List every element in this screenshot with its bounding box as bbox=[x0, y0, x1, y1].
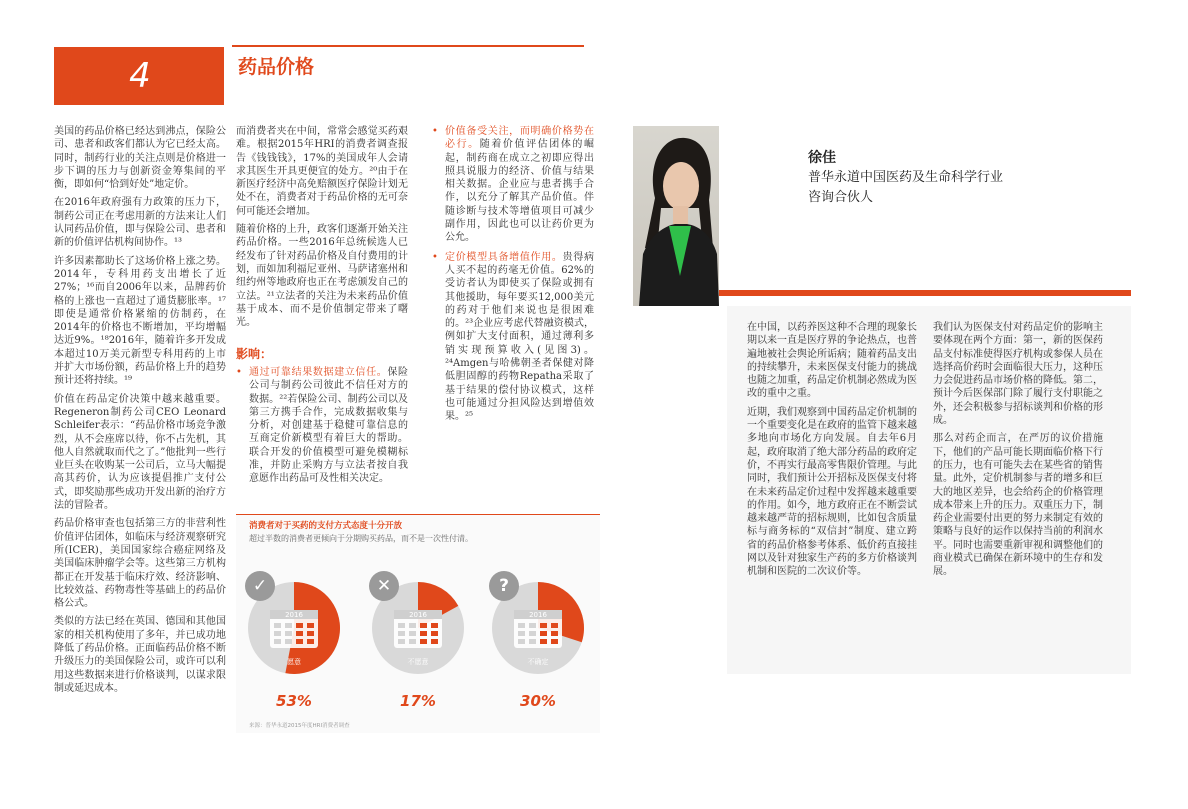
paragraph: 美国的药品价格已经达到沸点，保险公司、患者和政客们都认为它已经太高。同时，制药行业的关注点则是价格进一步下调的压力与创新资金筹集间的平衡，即如何“恰到好处”地定价。 bbox=[54, 126, 226, 191]
bullet-text: 随着价值评估团体的崛起，制药商在成立之初即应得出照具说服力的经济、价值与结果相关数据。企业应与患者携手合作，以充分了解其产品价值。伴随诊断与技术等增值项目可减少副作用，因此也可以让药价更为公允。 bbox=[445, 139, 594, 244]
column-5 bbox=[933, 321, 1103, 584]
impact-heading: 影响： bbox=[236, 347, 273, 361]
bullet-icon: • bbox=[432, 251, 438, 263]
calendar-cell bbox=[274, 631, 281, 636]
percent-label: 17% bbox=[400, 692, 436, 710]
paragraph: 那么对药企而言，在严厉的议价措施下，他们的产品可能长期面临价格下行的压力，也有可能失去在某些省的销售量。此外，定价机制参与者的增多和巨大的地区差异，也会给药企的价格管理成本带来上升的压力。双重压力下，制药企业需要付出更的努力来制定有效的策略与良好的运作以保持当前的利润水平。同时也需要重新审视和调整他们的商业模式已确保在新环境中的生存和发展。 bbox=[933, 433, 1103, 578]
calendar-cell bbox=[540, 639, 547, 644]
calendar-cell bbox=[409, 631, 416, 636]
column-2 bbox=[236, 125, 408, 334]
calendar-cell bbox=[285, 623, 292, 628]
paragraph: 在中国，以药养医这种不合理的现象长期以来一直是医疗界的争论热点，也普遍地被社会舆论所诟病；随着药品支出的持续攀升，未来医保支付能力的挑战也随之加重，药品定价机制必然成为医改的重中之重。 bbox=[747, 322, 917, 400]
calendar-cell bbox=[540, 623, 547, 628]
calendar-cell bbox=[420, 639, 427, 644]
bullet-icon: • bbox=[236, 367, 242, 378]
portrait-figure bbox=[633, 126, 719, 306]
category-label: 愿意 bbox=[287, 658, 301, 666]
calendar-cell bbox=[420, 623, 427, 628]
calendar-cell bbox=[274, 639, 281, 644]
calendar-cell bbox=[307, 639, 314, 644]
calendar-cell bbox=[518, 639, 525, 644]
calendar-cell bbox=[307, 631, 314, 636]
bullet-lead: 价值备受关注，而明确价格势在必行。 bbox=[445, 126, 594, 151]
header-rule bbox=[232, 45, 584, 47]
paragraph: 价值在药品定价决策中越来越重要。Regeneron制药公司CEO Leonard Schleifer表示：“药品价格市场竞争激烈，从不会座席以待，你不占先机，其他人自然就取而代之了。”他批判一些行业巨头在收购某一公司后，立马大幅提高其药价，认为应该提倡推广支付公式，即奖励那些成功开发出新的治疗方法的冒险者。 bbox=[54, 393, 226, 512]
calendar-cell bbox=[551, 623, 558, 628]
payment-attitude-chart bbox=[236, 548, 600, 718]
section-title: 药品价格 bbox=[238, 56, 315, 78]
calendar-cell bbox=[518, 623, 525, 628]
infographic-subtitle: 超过半数的消费者更倾向于分期购买药品，而不是一次性付清。 bbox=[249, 534, 473, 543]
calendar-cell bbox=[540, 631, 547, 636]
bullet-icon: • bbox=[432, 126, 438, 137]
column-3 bbox=[432, 125, 594, 424]
calendar-cell bbox=[398, 623, 405, 628]
calendar-cell bbox=[307, 623, 314, 628]
calendar-cell bbox=[529, 623, 536, 628]
calendar-cell bbox=[398, 631, 405, 636]
calendar-cell bbox=[431, 631, 438, 636]
paragraph: 许多因素都助长了这场价格上涨之势。2014年，专科用药支出增长了近27%；¹⁶而自2006年以来，品牌药价格的上涨也一直超过了通货膨胀率。¹⁷即使是通常价格紧缩的仿制药，在2014年的价格也不断增加，平均增幅达近9%。¹⁸2016年，随着许多开发成本超过10万美元新型专科用药的上市并扩大市场份额，药品价格上升的趋势预计还将持续。¹⁹ bbox=[54, 255, 226, 387]
bullet-text: 保险公司与制药公司彼此不信任对方的数据。²²若保险公司、制药公司以及第三方携手合作，完成数据收集与分析，对创建基于稳健可靠信息的互商定价新模型有着巨大的帮助。联合开发的价值模型可避免模糊标准，并防止采购方与立法者按自我意愿作出药品可及性相关决定。 bbox=[249, 367, 409, 485]
infographic-title: 消费者对于买药的支付方式态度十分开放 bbox=[249, 521, 403, 531]
source-note: 来源：普华永道2015年度HRI消费者调查 bbox=[249, 723, 350, 729]
calendar-cell bbox=[551, 639, 558, 644]
paragraph: 近期，我们观察到中国药品定价机制的一个重要变化是在政府的监管下越来越多地向市场化方向发展。自去年6月起，政府取消了绝大部分药品的政府定价，不再实行最高零售限价管理。与此同时，我们预计公开招标及医保支付将在未来药品定价过程中发挥越来越重要的作用。如今，地方政府正在不断尝试越来越严苛的招标规则，比如包含质量标与商务标的“双信封”制度、建立跨省的药品价格参考体系、低价药直接挂网以及针对独家生产药的多方价格谈判机制和医院的二次议价等。 bbox=[747, 406, 917, 578]
column-1 bbox=[54, 125, 226, 700]
question-icon: ? bbox=[499, 576, 509, 596]
profile-role-line-2: 咨询合伙人 bbox=[808, 190, 874, 205]
calendar-cell bbox=[529, 631, 536, 636]
paragraph: 在2016年政府强有力政策的压力下，制药公司正在考虑用新的方法来让人们认同药品价值，即与保险公司、患者和新的价值评估机构间协作。¹³ bbox=[54, 197, 226, 249]
percent-label: 53% bbox=[276, 692, 312, 710]
category-label: 不确定 bbox=[527, 658, 549, 666]
cross-icon: ✕ bbox=[376, 576, 392, 596]
calendar-cell bbox=[296, 631, 303, 636]
calendar-cell bbox=[409, 623, 416, 628]
calendar-cell bbox=[274, 623, 281, 628]
calendar-cell bbox=[431, 639, 438, 644]
calendar-year: 2016 bbox=[285, 611, 303, 619]
calendar-cell bbox=[420, 631, 427, 636]
calendar-cell bbox=[551, 631, 558, 636]
impact-bullet-1 bbox=[236, 366, 408, 486]
profile-accent-bar bbox=[719, 290, 1131, 296]
bullet-lead: 通过可靠结果数据建立信任。 bbox=[249, 367, 388, 378]
calendar-cell bbox=[285, 631, 292, 636]
section-number: 4 bbox=[129, 56, 151, 96]
paragraph: 类似的方法已经在英国、德国和其他国家的相关机构使用了多年，并已成功地降低了药品价格。正面临药品价格不断升级压力的美国保险公司，或许可以利用这些数据来进行价格谈判，以谋求限制或延迟成本。 bbox=[54, 616, 226, 694]
calendar-cell bbox=[285, 639, 292, 644]
calendar-cell bbox=[518, 631, 525, 636]
profile-role-line-1: 普华永道中国医药及生命科学行业 bbox=[808, 170, 1004, 185]
bullet-text: 贵得病人买不起的药毫无价值。62%的受访者认为即使买了保险或拥有其他援助，每年要买12,000美元的药对于他们来说也是很困难的。²³企业应考虑代替融资模式，例如扩大支付面积，通过薄利多销实现预算收入(见图3)。²⁴Amgen与哈佛朝圣者保健对降低胆固醇的药物Repatha采取了基于结果的偿付协议模式，这样也可能通过分担风险达到增值效果。²⁵ bbox=[445, 251, 595, 423]
percent-label: 30% bbox=[520, 692, 556, 710]
portrait-photo bbox=[633, 126, 719, 306]
calendar-cell bbox=[409, 639, 416, 644]
category-label: 不愿意 bbox=[407, 658, 429, 666]
paragraph: 随着价格的上升，政客们逐渐开始关注药品价格。一些2016年总统候选人已经发布了针对药品价格及自付费用的计划，而如加利福尼亚州、马萨诸塞州和纽约州等地政府也正在考虑颁发自己的立法。²¹立法者的关注为未来药品价值基于成本、而不是价值制定带来了曙光。 bbox=[236, 224, 408, 329]
calendar-year: 2016 bbox=[529, 611, 547, 619]
paragraph: 而消费者夹在中间，常常会感觉买药艰难。根据2015年HRI的消费者调查报告《钱钱钱》，17%的美国成年人会请求其医生开具更便宜的处方。²⁰由于在新医疗经济中高免赔额医疗保险计划无处不在，消费者对于药品价格的无可奈何可能还会增加。 bbox=[236, 126, 408, 217]
calendar-cell bbox=[529, 639, 536, 644]
profile-role bbox=[808, 168, 1003, 208]
calendar-cell bbox=[296, 623, 303, 628]
calendar-cell bbox=[296, 639, 303, 644]
paragraph: 药品价格审查也包括第三方的非营利性价值评估团体，如临床与经济观察研究所(ICER)，美国国家综合癌症网络及美国临床肿瘤学会等。这些第三方机构都正在开发基于临床疗效、经济影响、比较效益、药物毒性等基础上的药品价格公式。 bbox=[54, 518, 226, 610]
calendar-year: 2016 bbox=[409, 611, 427, 619]
check-icon: ✓ bbox=[252, 576, 268, 596]
column-4 bbox=[747, 321, 917, 584]
paragraph: 我们认为医保支付对药品定价的影响主要体现在两个方面：第一，新的医保药品支付标准使得医疗机构或参保人员在选择高价药时会面临很大压力，这种压力会促进药品市场价格的降低。第二，预计今后医保部门除了履行支付职能之外，还会积极参与招标谈判和价格的形成。 bbox=[933, 322, 1103, 427]
profile-name: 徐佳 bbox=[808, 150, 836, 166]
infographic-rule bbox=[236, 514, 600, 515]
bullet-lead: 定价模型具备增值作用。 bbox=[445, 251, 563, 263]
calendar-cell bbox=[431, 623, 438, 628]
calendar-cell bbox=[398, 639, 405, 644]
